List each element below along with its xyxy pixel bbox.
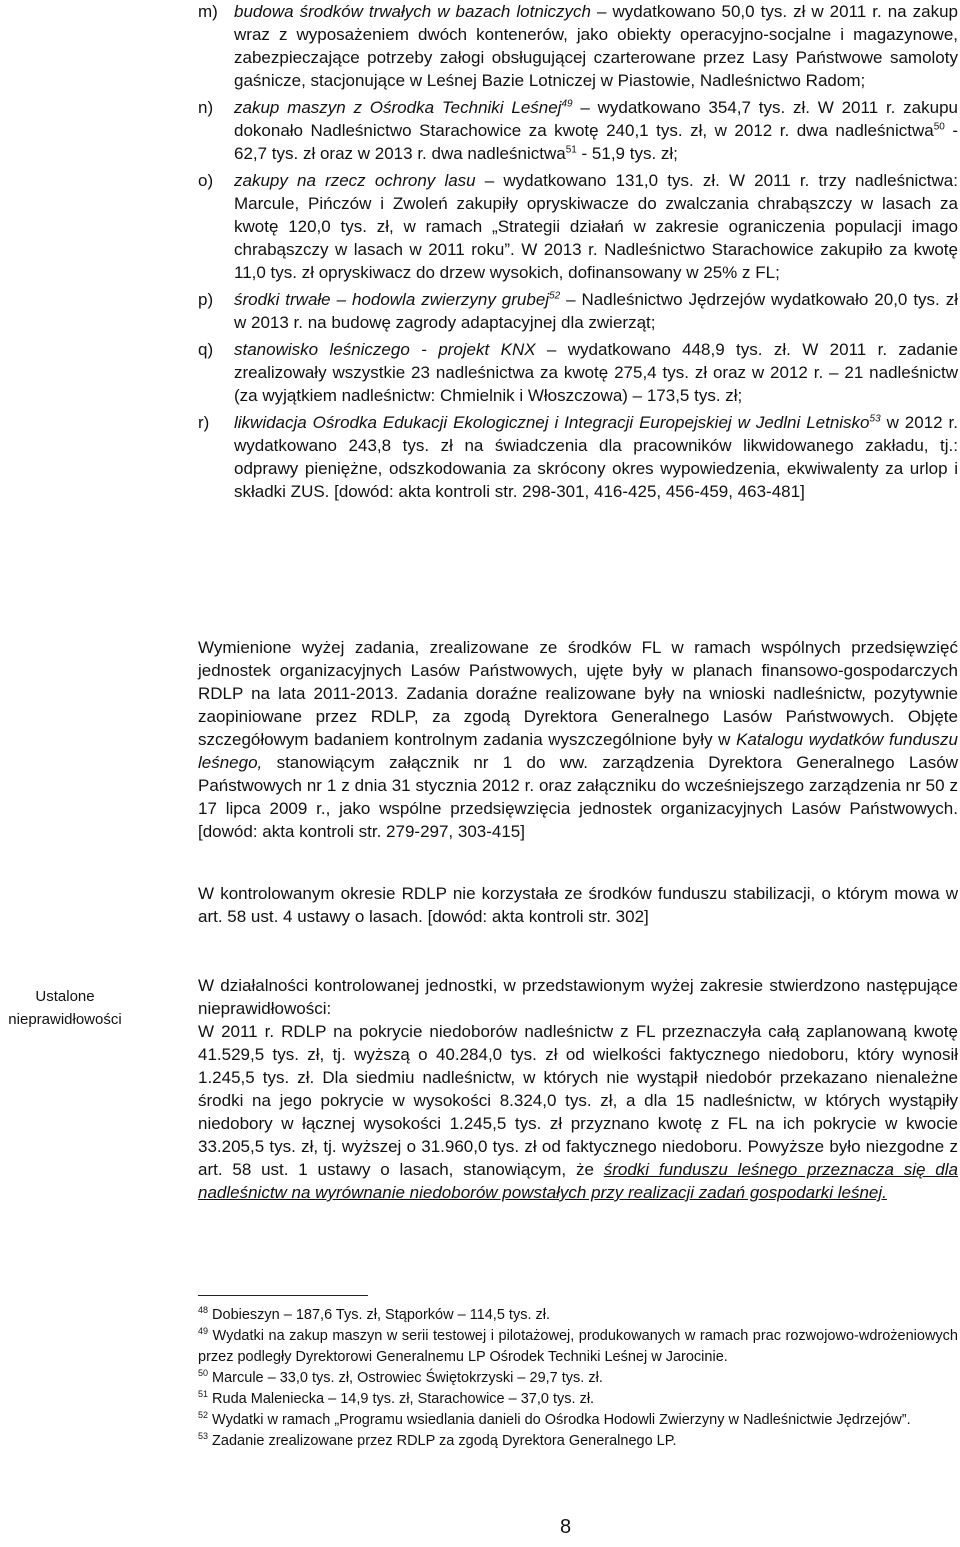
list-item-title: budowa środków trwałych w bazach lotniczych xyxy=(234,2,592,21)
footnote-text: Ruda Maleniecka – 14,9 tys. zł, Starachowice – 37,0 tys. zł. xyxy=(208,1391,595,1407)
list-item xyxy=(198,169,958,284)
list-item xyxy=(198,411,958,503)
footnote xyxy=(198,1326,958,1368)
list-item-title: stanowisko leśniczego - projekt KNX xyxy=(234,340,536,359)
list-item-text: - 51,9 tys. zł; xyxy=(576,144,678,163)
catalog-title: Katalogu wydatków funduszu leśnego, xyxy=(198,730,958,772)
list-item-title: środki trwałe – hodowla zwierzyny grubej xyxy=(234,290,550,309)
paragraph-text: W działalności kontrolowanej jednostki, w przedstawionym wyżej zakresie stwierdzono następujące nieprawidłowości: xyxy=(198,976,958,1018)
list-item-text: – Nadleśnictwo Jędrzejów wydatkowało 20,0 tys. zł w 2013 r. na budowę zagrody adaptacyjnej dla zwierząt; xyxy=(234,290,958,332)
footnote xyxy=(198,1305,958,1326)
paragraph-text: stanowiącym załącznik nr 1 do ww. zarządzenia Dyrektora Generalnego Lasów Państwowych nr 1 z dnia 31 stycznia 2012 r. oraz załączniku do wcześniejszego zarządzenia nr 50 z 17 lipca 2009 r., jako wspólne przedsięwzięcia jednostek organizacyjnych Lasów Państwowych. [dowód: akta kontroli str. 279-297, 303-415] xyxy=(198,753,958,841)
footnote-text: Zadanie zrealizowane przez RDLP za zgodą Dyrektora Generalnego LP. xyxy=(208,1433,677,1449)
footnote-number: 48 xyxy=(198,1305,209,1316)
footnote xyxy=(198,1410,958,1431)
footnote-separator xyxy=(198,1295,368,1296)
list-item-text: w 2012 r. wydatkowano 243,8 tys. zł na świadczenia dla pracowników likwidowanego zakładu, tj.: odprawy pieniężne, odszkodowania za skrócony okres wypowiedzenia, ekwiwalenty za urlop i składki ZUS. [dowód: akta kontroli str. 298-301, 416-425, 456-459, 463-481] xyxy=(234,413,958,501)
list-item-label: q) xyxy=(198,340,214,359)
law-quote: środki funduszu leśnego przeznacza się dla nadleśnictw na wyrównanie niedoborów powstałych przy realizacji zadań gospodarki leśnej. xyxy=(198,1160,958,1202)
list-item xyxy=(198,338,958,407)
footnote xyxy=(198,1368,958,1389)
footnote-ref[interactable]: 52 xyxy=(549,290,561,302)
footnotes xyxy=(198,1305,958,1452)
list-item-text: – wydatkowano 354,7 tys. zł. W 2011 r. zakupu dokonało Nadleśnictwo Starachowice za kwotę 240,1 tys. zł, w 2012 r. dwa nadleśnictwa xyxy=(234,98,958,140)
list-item xyxy=(198,96,958,165)
paragraph-text: Wymienione wyżej zadania, zrealizowane ze środków FL w ramach wspólnych przedsięwzięć jednostek organizacyjnych Lasów Państwowych, ujęte były w planach finansowo-gospodarczych RDLP na lata 2011-2013. Zadania doraźne realizowane były na wnioski nadleśnictw, pozytywnie zaopiniowane przez RDLP, za zgodą Dyrektora Generalnego Lasów Państwowych. Objęte szczegółowym badaniem kontrolnym zadania wyszczególnione były w xyxy=(198,638,958,749)
list-item-label: o) xyxy=(198,171,214,190)
list-item-text: – wydatkowano 448,9 tys. zł. W 2011 r. zadanie zrealizowały wszystkie 23 nadleśnictwa za kwotę 275,4 tys. zł oraz w 2012 r. – 21 nadleśnictw (za wyjątkiem nadleśnictw: Chmielnik i Włoszczowa) – 173,5 tys. zł; xyxy=(234,340,958,405)
paragraph-tasks xyxy=(198,636,958,843)
footnote-text: Wydatki w ramach „Programu wsiedlania danieli do Ośrodka Hodowli Zwierzyny w Nadleśnictwie Jędrzejów”. xyxy=(208,1412,911,1428)
list-item-label: p) xyxy=(198,290,214,309)
paragraph-stabilization-fund: W kontrolowanym okresie RDLP nie korzystała ze środków funduszu stabilizacji, o którym mowa w art. 58 ust. 4 ustawy o lasach. [dowód: akta kontroli str. 302] xyxy=(198,884,958,926)
list-item-text: – wydatkowano 50,0 tys. zł w 2011 r. na zakup wraz z wyposażeniem dwóch kontenerów, jako obiekty operacyjno-socjalne i magazynowe, zabezpieczające potrzeby załogi obsługującej czarterowane przez Lasy Państwowe samoloty gaśnicze, stacjonujące w Leśnej Bazie Lotniczej w Piastowie, Nadleśnictwo Radom; xyxy=(234,2,958,90)
list-item-text: – wydatkowano 131,0 tys. zł. W 2011 r. trzy nadleśnictwa: Marcule, Pińczów i Zwoleń zakupiły opryskiwacze do zwalczania chrabąszczy w lasach za kwotę 120,0 tys. zł, w ramach „Strategii działań w zakresie ograniczenia populacji imago chrabąszczy w lasach w 2011 roku”. W 2013 r. Nadleśnictwo Starachowice zakupiło za kwotę 11,0 tys. zł opryskiwacz do drzew wysokich, dofinansowany w 25% z FL; xyxy=(234,171,958,282)
list-item-title: zakupy na rzecz ochrony lasu xyxy=(234,171,476,190)
footnote-text: Dobieszyn – 187,6 Tys. zł, Stąporków – 114,5 tys. zł. xyxy=(208,1307,551,1323)
list-item-label: m) xyxy=(198,2,218,21)
list-item xyxy=(198,0,958,92)
footnote-number: 51 xyxy=(198,1389,209,1400)
list-item-text: - 62,7 tys. zł oraz w 2013 r. dwa nadleśnictwa xyxy=(234,121,958,163)
paragraph-text: W 2011 r. RDLP na pokrycie niedoborów nadleśnictw z FL przeznaczyła całą zaplanowaną kwotę 41.529,5 tys. zł, tj. wyższą o 40.284,0 tys. zł od wielkości faktycznego niedoboru, który wynosił 1.245,5 tys. zł. Dla siedmiu nadleśnictw, w których nie wystąpił niedobór przekazano nienależne środki na jego pokrycie w wysokości 8.324,0 tys. zł, a dla 15 nadleśnictw, w których wystąpiły niedobory w łącznej wysokości 1.245,5 tys. zł przyznano kwotę z FL na ich pokrycie w kwocie 33.205,5 tys. zł, tj. wyższej o 31.960,0 tys. zł od faktycznego niedoboru. Powyższe było niezgodne z art. 58 ust. 1 ustawy o lasach, stanowiącym, że xyxy=(198,1022,958,1179)
list-item-title: likwidacja Ośrodka Edukacji Ekologicznej i Integracji Europejskiej w Jedlni Letnisko xyxy=(234,413,870,432)
footnote xyxy=(198,1431,958,1452)
footnote xyxy=(198,1389,958,1410)
paragraph-irregularities xyxy=(198,974,958,1204)
footnote-number: 53 xyxy=(198,1431,209,1442)
list-item-label: n) xyxy=(198,98,214,117)
list-item-title: zakup maszyn z Ośrodka Techniki Leśnej xyxy=(234,98,562,117)
list-item-label: r) xyxy=(198,413,210,432)
footnote-number: 52 xyxy=(198,1410,209,1421)
page-number: 8 xyxy=(560,1516,572,1538)
footnote-ref[interactable]: 51 xyxy=(565,144,577,156)
expense-list xyxy=(198,0,958,507)
footnote-ref[interactable]: 49 xyxy=(561,98,573,110)
side-label: Ustalone nieprawidłowości xyxy=(8,988,122,1028)
footnote-ref[interactable]: 50 xyxy=(933,121,945,133)
list-item xyxy=(198,288,958,334)
footnote-number: 50 xyxy=(198,1368,209,1379)
footnote-number: 49 xyxy=(198,1326,209,1337)
footnote-text: Marcule – 33,0 tys. zł, Ostrowiec Świętokrzyski – 29,7 tys. zł. xyxy=(208,1370,603,1386)
footnote-ref[interactable]: 53 xyxy=(869,413,881,425)
footnote-text: Wydatki na zakup maszyn w serii testowej i pilotażowej, produkowanych w ramach prac rozwojowo-wdrożeniowych przez podległy Dyrektorowi Generalnemu LP Ośrodek Techniki Leśnej w Jarocinie. xyxy=(198,1328,958,1365)
